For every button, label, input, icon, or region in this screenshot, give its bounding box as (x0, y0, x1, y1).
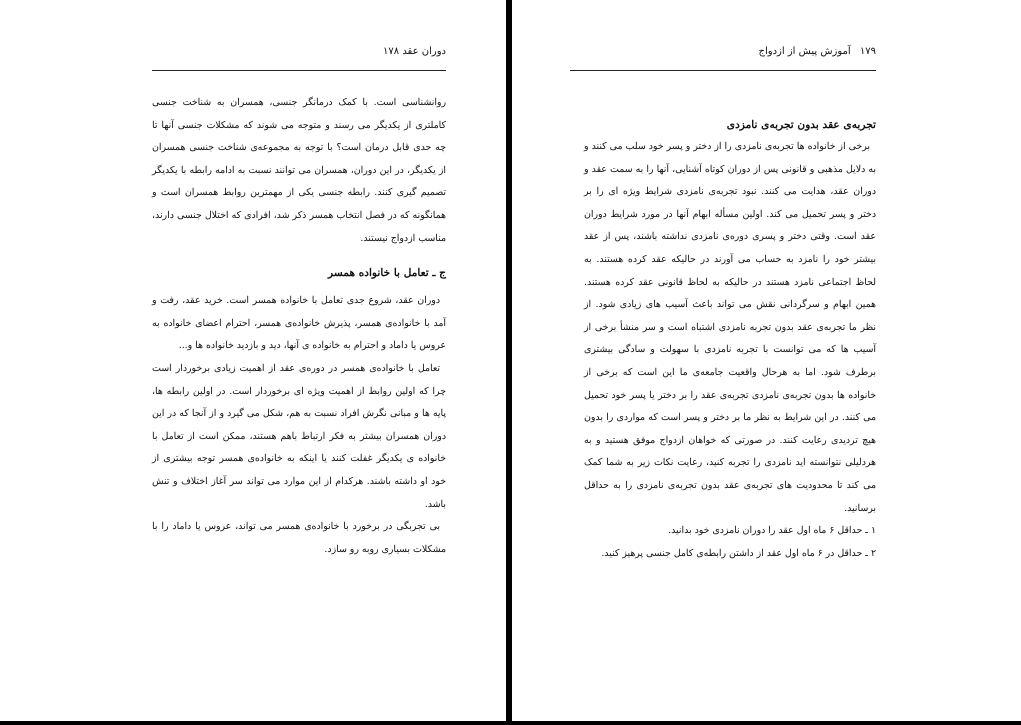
right-running-title: آموزش پیش از ازدواج (758, 46, 851, 57)
left-page (0, 0, 506, 721)
right-page-header (570, 46, 876, 71)
left-body-text (152, 92, 446, 561)
right-body-text (584, 114, 876, 565)
right-page-number: ۱۷۹ (859, 46, 876, 57)
left-section-paragraph: بی تجربگی در برخورد با خانواده‌ی همسر می تواند، عروس یا داماد را با مشکلات بسیاری روبه رو سازد. (152, 521, 446, 555)
left-page-header (152, 46, 446, 71)
right-paragraph: برخی از خانواده ها تجربه‌ی نامزدی را از دختر و پسر خود سلب می کنند و به دلایل مذهبی و قانونی پس از دوران کوتاه آشنایی، آنها را به سمت عقد و دوران عقد، هدایت می کنند. نبود تجربه‌ی نامزدی شرایط ویژه ای را بر دختر و پسر تحمیل می کند. اولین مسأله ابهام آنها در مورد شرایط دوران عقد است. وقتی دختر و پسری دوره‌ی نامزدی نداشته باشند، پس از عقد بیشتر خود را نامزد به حساب می آورند در حالیکه عقد کرده هستند. به لحاظ اجتماعی نامزد هستند در حالیکه به لحاظ قانونی عقد کرده هستند. همین ابهام و سرگردانی نقش می تواند باعث آسیب های زیادی شود. از نظر ما تجربه‌ی عقد بدون تجربه نامزدی اشتباه است و سر منشأ برخی از آسیب ها که می توانست با تجربه نامزدی با سهولت و سادگی بیشتری برطرف شود. اما به هرحال واقعیت جامعه‌ی ما این است که برخی از خانواده ها بدون تجربه‌ی نامزدی تجربه‌ی عقد را بر دختر یا پسر خود تحمیل می کنند. در این شرایط به نظر ما بر دختر و پسر است که مواردی را بدون هیچ تردیدی رعایت کنند. در صورتی که خواهان ازدواج موفق هستید و به هردلیلی نتوانسته اید نامزدی را تجربه کنید، رعایت نکات زیر به شما کمک می کند تا محدودیت های تجربه‌ی عقد بدون تجربه‌ی نامزدی را به حداقل برسانید. (584, 141, 876, 514)
right-list-item: ۱ ـ حداقل ۶ ماه اول عقد را دوران نامزدی خود بدانید. (668, 525, 876, 537)
left-section-heading: ج ـ تعامل با خانواده همسر (328, 267, 446, 280)
right-section-heading: تجربه‌ی عقد بدون تجربه‌ی نامزدی (726, 119, 876, 131)
right-list-item: ۲ ـ حداقل در ۶ ماه اول عقد از داشتن رابطه‌ی کامل جنسی پرهیز کنید. (601, 547, 876, 559)
left-paragraph: روانشناسی است. با کمک درمانگر جنسی، همسران به شناخت جنسی کاملتری از یکدیگر می رسند و متوجه می شوند که مشکلات جنسی آنها تا چه حدی قابل درمان است؟ با توجه به مجموعه‌ی شناخت جنسی همسران از یکدیگر، در این دوران، همسران می توانند نسبت به ادامه رابطه با یکدیگر تصمیم گیری کنند. رابطه جنسی یکی از مهمترین روابط همسران است و همانگونه که در فصل انتخاب همسر ذکر شد، افرادی که اختلال جنسی دارند، مناسب ازدواج نیستند. (152, 97, 446, 244)
left-section-paragraph: دوران عقد، شروع جدی تعامل با خانواده همسر است. خرید عقد، رفت و آمد با خانواده‌ی همسر، پذیرش خانواده‌ی همسر، احترام اعضای خانواده به عروس یا داماد و احترام به خانواده ی آنها، دید و بازدید خانواده ها و... (152, 295, 446, 352)
left-running-title: دوران عقد (402, 46, 446, 57)
left-page-number: ۱۷۸ (383, 46, 400, 57)
right-page (512, 0, 1021, 721)
left-section-paragraph: تعامل با خانواده‌ی همسر در دوره‌ی عقد از اهمیت زیادی برخوردار است چرا که اولین روابط از اهمیت ویژه ای برخوردار است. در اولین رابطه ها، پایه ها و مبانی نگرش افراد نسبت به هم، شکل می گیرد و از آنجا که در این دوران همسران بیشتر به فکر ارتباط باهم هستند، ممکن است از تعامل با خانواده ی یکدیگر غفلت کنند یا اینکه به خانواده‌ی همسر توجه بیشتری از خود او داشته باشند. هرکدام از این موارد می تواند سر آغاز اختلاف و تنش باشد. (152, 362, 446, 510)
